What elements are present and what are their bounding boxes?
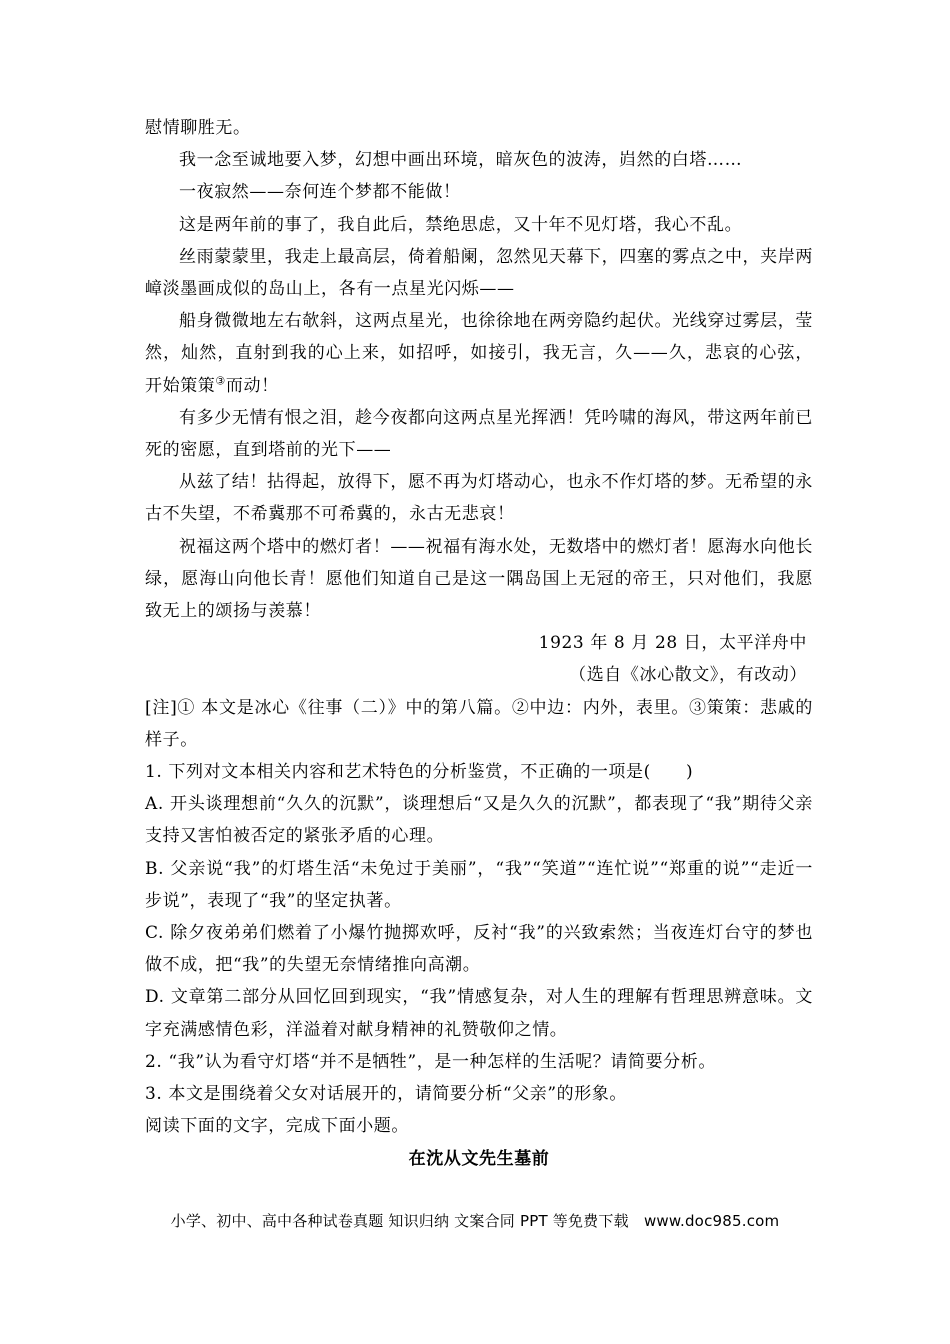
question-3: 3. 本文是围绕着父女对话展开的，请简要分析“父亲”的形象。 [145, 1084, 628, 1105]
next-article-title: 在沈从文先生墓前 [408, 1148, 550, 1169]
reading-instruction: 阅读下面的文字，完成下面小题。 [145, 1116, 409, 1137]
annotation-note: [注]① 本文是冰心《往事（二）》中的第八篇。②中边：内外，表里。③策策：悲戚的样子。 [145, 697, 813, 750]
paragraph-blessing: 祝福这两个塔中的燃灯者！——祝福有海水处，无数塔中的燃灯者！愿海水向他长绿，愿海山向他长青！愿他们知道自己是这一隅岛国上无冠的帝王，只对他们，我愿致无上的颂扬与羡慕！ [145, 536, 813, 622]
paragraph-end: 从兹了结！拈得起，放得下，愿不再为灯塔动心，也永不作灯塔的梦。无希望的永古不失望，不希冀那不可希冀的，永古无悲哀！ [145, 472, 813, 525]
paragraph-ship-tail: 而动！ [225, 375, 279, 396]
article-body [145, 112, 813, 1175]
paragraph-ship [145, 305, 813, 402]
paragraph-continuation: 慰情聊胜无。 [145, 118, 251, 138]
paragraph-dream: 我一念至诚地要入梦，幻想中画出环境，暗灰色的波涛，岿然的白塔…… [179, 150, 743, 171]
question-2: 2. “我”认为看守灯塔“并不是牺牲”，是一种怎样的生活呢？请简要分析。 [145, 1051, 716, 1072]
page-footer: 小学、初中、高中各种试卷真题 知识归纳 文案合同 PPT 等免费下载 www.doc985.com [170, 1212, 780, 1230]
source-line: （选自《冰心散文》，有改动） [569, 665, 807, 686]
footnote-marker: ③ [215, 373, 226, 387]
option-a: A. 开头谈理想前“久久的沉默”，谈理想后“又是久久的沉默”，都表现了“我”期待父亲支持又害怕被否定的紧张矛盾的心理。 [145, 794, 813, 847]
paragraph-tears: 有多少无情有恨之泪，趁今夜都向这两点星光挥洒！凭吟啸的海风，带这两年前已死的密愿，直到塔前的光下—— [145, 407, 813, 461]
option-d: D. 文章第二部分从回忆回到现实，“我”情感复杂，对人生的理解有哲理思辨意味。文字充满感情色彩，洋溢着对献身精神的礼赞敬仰之情。 [145, 987, 813, 1040]
option-b: B. 父亲说“我”的灯塔生活“未免过于美丽”，“我”“笑道”“连忙说”“郑重的说”“走近一步说”，表现了“我”的坚定执著。 [145, 858, 813, 911]
paragraph-two-years-ago: 这是两年前的事了，我自此后，禁绝思虑，又十年不见灯塔，我心不乱。 [179, 214, 743, 235]
paragraph-drizzle: 丝雨蒙蒙里，我走上最高层，倚着船阑，忽然见天幕下，四塞的雾点之中，夹岸两嶂淡墨画成似的岛山上，各有一点星光闪烁—— [145, 246, 813, 300]
option-c: C. 除夕夜弟弟们燃着了小爆竹抛掷欢呼，反衬“我”的兴致索然；当夜连灯台守的梦也做不成，把“我”的失望无奈情绪推向高潮。 [145, 923, 813, 976]
paragraph-silent-night: 一夜寂然——奈何连个梦都不能做！ [179, 182, 461, 203]
paragraph-ship-text: 船身微微地左右欹斜，这两点星光，也徐徐地在两旁隐约起伏。光线穿过雾层，莹然，灿然，直射到我的心上来，如招呼，如接引，我无言，久——久，悲哀的心弦，开始策策 [145, 311, 813, 396]
date-line: 1923 年 8 月 28 日，太平洋舟中 [538, 633, 807, 654]
question-1: 1. 下列对文本相关内容和艺术特色的分析鉴赏，不正确的一项是( ) [145, 762, 694, 783]
